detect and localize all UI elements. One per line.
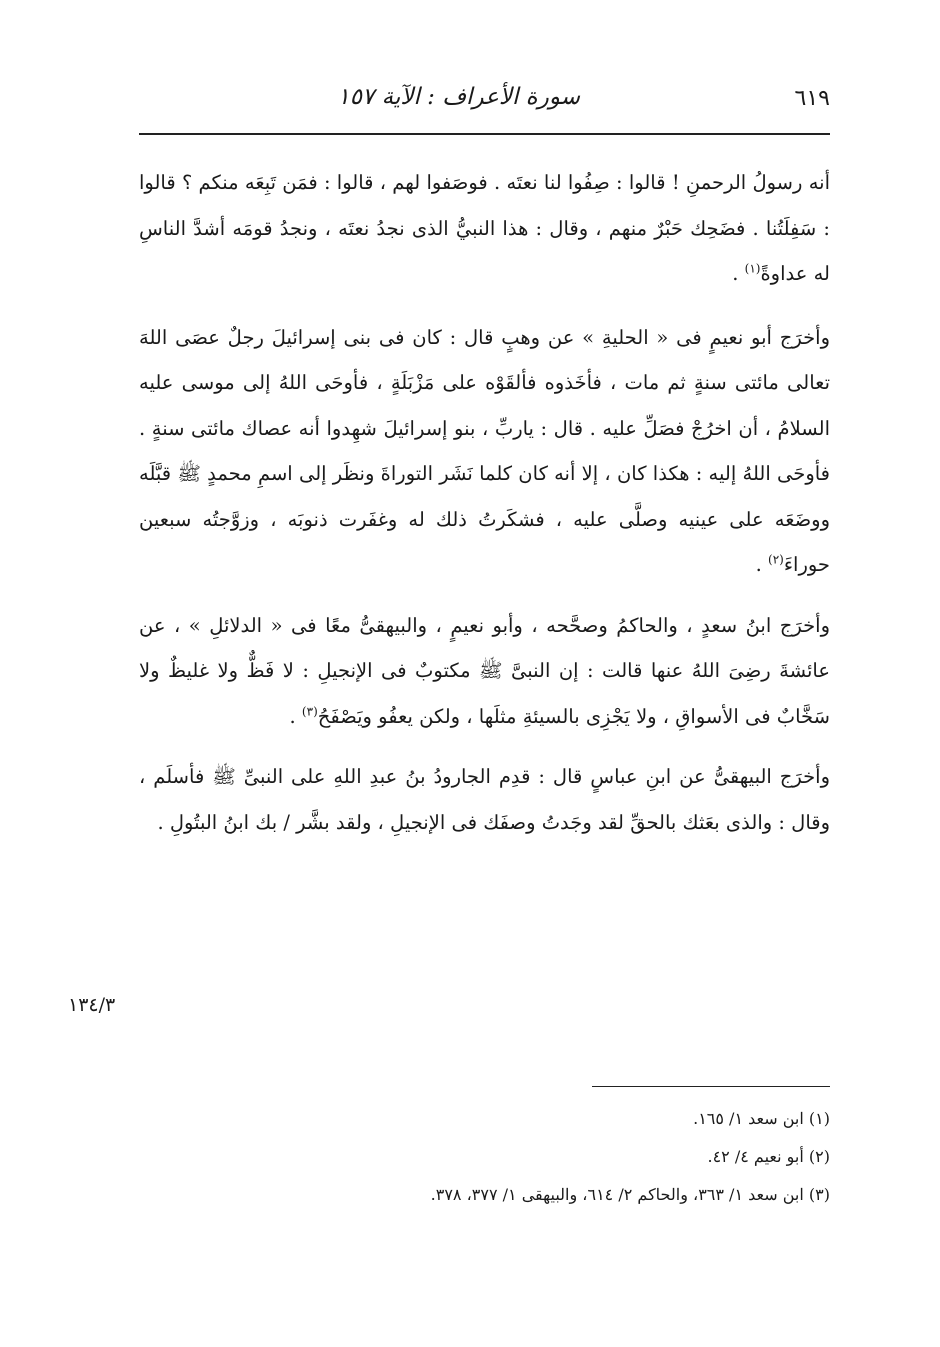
main-text xyxy=(139,160,830,860)
paragraph-4 xyxy=(139,754,830,845)
paragraph-text: وأخرَج البيهقىُّ عن ابنِ عباسٍ قال : قدِم الجارودُ بنُ عبدِ اللهِ على النبىِّ ﷺ فأسلَم ، وقال : والذى بعَثك بالحقِّ لقد وجَدتُ وصفَك فى الإنجيلِ ، ولقد بشَّر / بك ابنُ البتُولِ . xyxy=(139,765,830,834)
paragraph-text: وأخرَج ابنُ سعدٍ ، والحاكمُ وصحَّحه ، وأبو نعيمٍ ، والبيهقىُّ معًا فى « الدلائلِ » ، عن عائشةَ رضِىَ اللهُ عنها قالت : إن النبىَّ ﷺ مكتوبٌ فى الإنجيلِ : لا فَظٌّ ولا غليظٌ ولا سَخَّابٌ فى الأسواقِ ، ولا يَجْزِى بالسيئةِ مثلَها ، ولكن يعفُو ويَصْفَحُ xyxy=(139,613,830,728)
paragraph-text: أنه رسولُ الرحمنِ ! قالوا : صِفُوا لنا نعتَه . فوصَفوا لهم ، قالوا : فمَن تَبِعَه منكم ؟ قالوا : سَفِلَتُنا . فضَحِك حَبْرٌ منهم ، وقال : هذا النبيُّ الذى نجدُ نعتَه ، ونجدُ قومَه أشدَّ الناسِ له عداوةً xyxy=(139,171,830,285)
paragraph-3 xyxy=(139,603,830,740)
footnote-marker-3: (٣) xyxy=(301,704,318,718)
footnote-2: (٢) أبو نعيم ٤/ ٤٢. xyxy=(707,1147,830,1166)
footnote-marker-2: (٢) xyxy=(768,552,784,567)
page-header xyxy=(138,82,830,132)
paragraph-text: وأخرَج أبو نعيمٍ فى « الحليةِ » عن وهبٍ قال : كان فى بنى إسرائيلَ رجلٌ عصَى اللهَ تعالى مائتى سنةٍ ثم مات ، فأخَذوه فألقَوْه على مَزْبَلَةٍ ، فأوحَى اللهُ إلى موسى عليه السلامُ ، أن اخرُجْ فصَلِّ عليه . قال : ياربِّ ، بنو إسرائيلَ شهِدوا أنه عصاك مائتى سنةٍ . فأوحَى اللهُ إليه : هكذا كان ، إلا أنه كان كلما نَشَر التوراةَ ونظَر إلى اسمِ محمدٍ ﷺ قبَّلَه ووضَعَه على عينيه وصلَّى عليه ، فشكَرتُ ذلك له وغفَرت ذنوبَه ، وزوَّجتُه سبعين حوراءَ xyxy=(139,325,830,576)
margin-reference: ١٣٤/٣ xyxy=(68,994,116,1016)
running-title: سورة الأعراف : الآية ١٥٧ xyxy=(337,84,580,110)
paragraph-1 xyxy=(139,160,830,297)
paragraph-end: . xyxy=(755,553,769,576)
page-number: ٦١٩ xyxy=(794,86,830,111)
footnote-marker-1: (١) xyxy=(744,261,761,276)
footnote-divider xyxy=(592,1086,830,1087)
header-divider xyxy=(139,133,830,135)
paragraph-2 xyxy=(139,315,830,588)
footnote-3: (٣) ابن سعد ١/ ٣٦٣، والحاكم ٢/ ٦١٤، والبيهقى ١/ ٣٧٧، ٣٧٨. xyxy=(430,1185,830,1204)
footnote-1: (١) ابن سعد ١/ ١٦٥. xyxy=(693,1109,830,1128)
paragraph-end: . xyxy=(732,262,745,285)
footnotes xyxy=(139,1100,830,1214)
paragraph-end: . xyxy=(289,704,302,728)
